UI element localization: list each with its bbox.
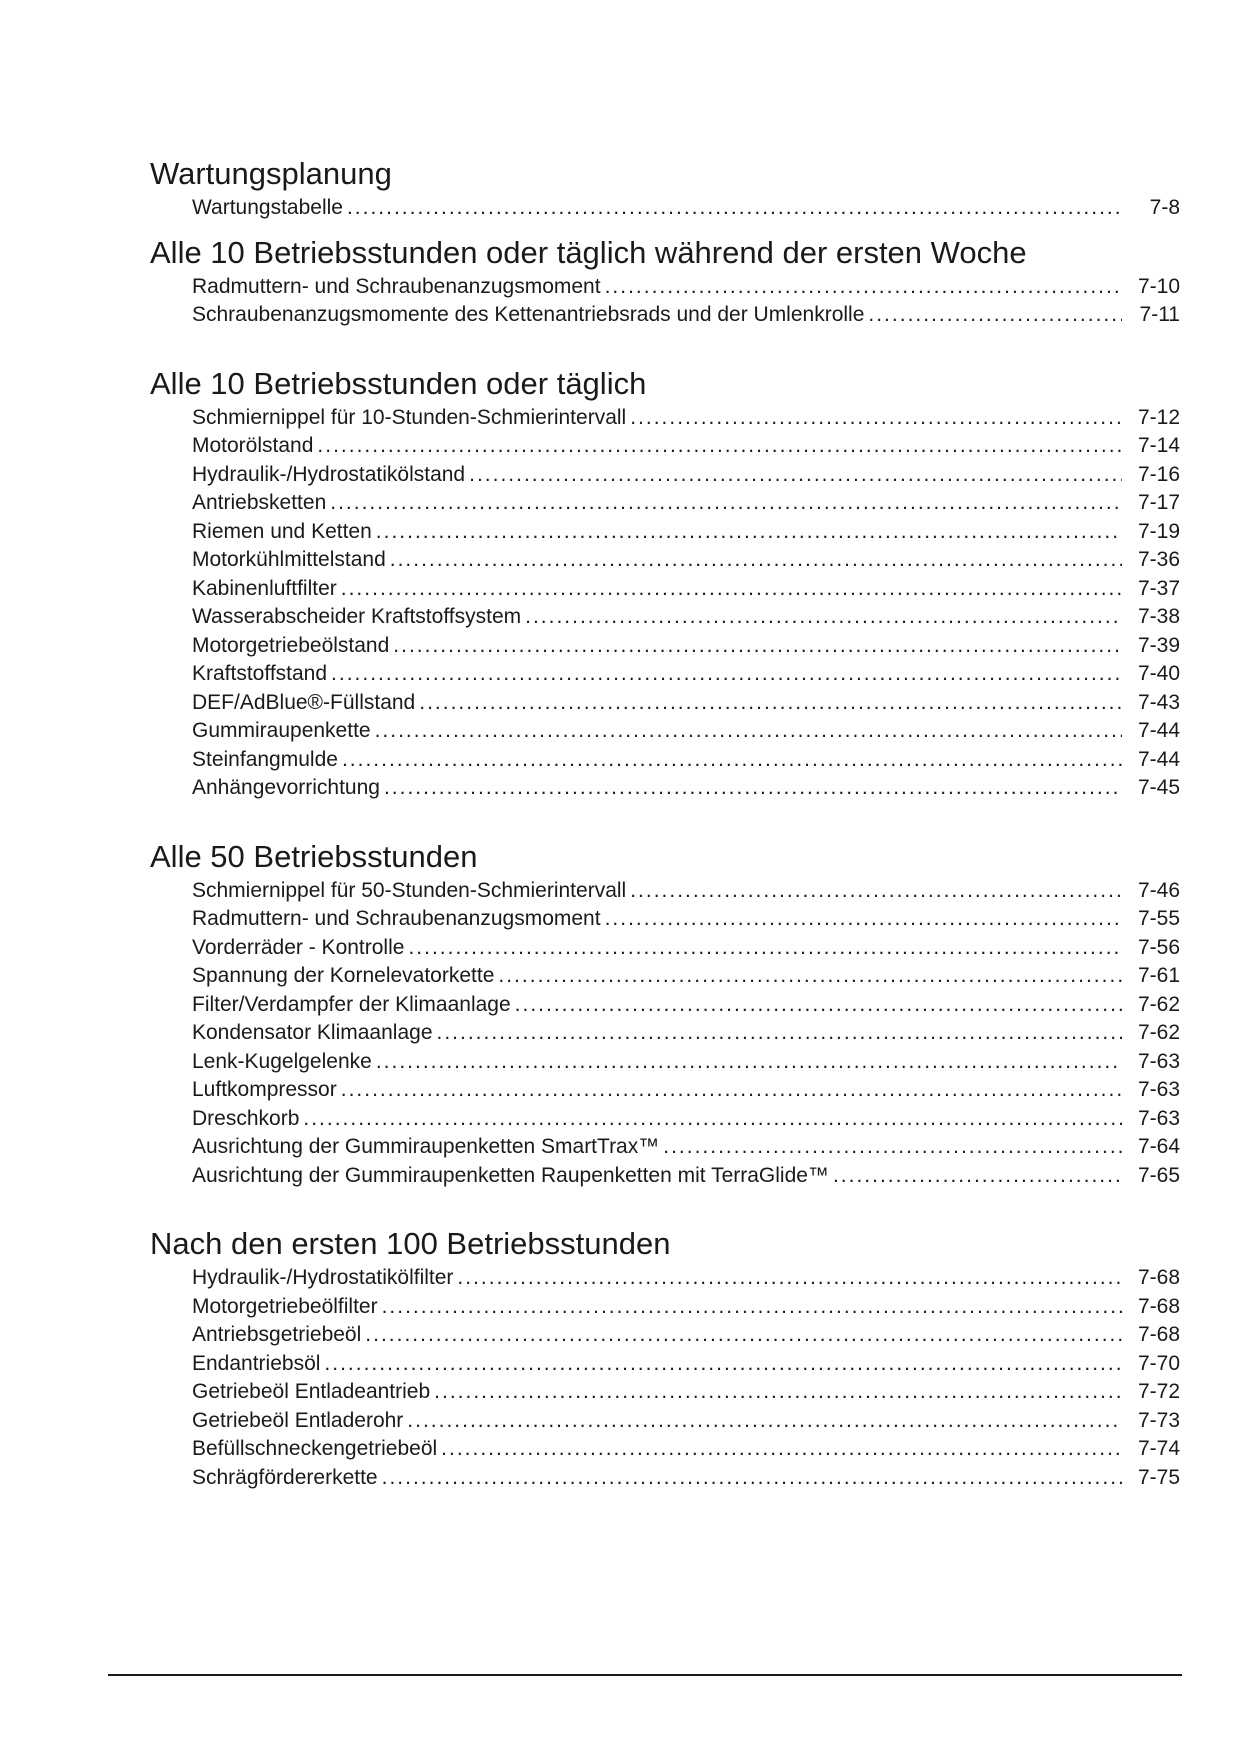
- entry-label: Anhängevorrichtung: [192, 776, 380, 799]
- entry-label: Ausrichtung der Gummiraupenketten Raupenketten mit TerraGlide™: [192, 1163, 829, 1187]
- toc-entry[interactable]: [192, 1435, 1180, 1464]
- entry-page-number: 7-8: [1149, 196, 1180, 219]
- entry-label: Motorkühlmittelstand: [192, 548, 386, 571]
- dot-leader: [384, 774, 1122, 801]
- dot-leader: [393, 632, 1122, 659]
- entry-label: Hydraulik-/Hydrostatikölfilter: [192, 1266, 454, 1289]
- dot-leader: [630, 877, 1122, 904]
- entry-page-number: 7-62: [1137, 992, 1180, 1016]
- entry-label: Hydraulik-/Hydrostatikölstand: [192, 462, 466, 486]
- toc-entry[interactable]: [192, 461, 1180, 490]
- entry-page-number: 7-73: [1137, 1408, 1180, 1432]
- dot-leader: [630, 404, 1122, 431]
- toc-section-wartungsplanung: [150, 154, 1180, 223]
- dot-leader: [605, 905, 1122, 932]
- dot-leader: [365, 1321, 1122, 1348]
- toc-entry[interactable]: [192, 404, 1180, 433]
- entry-page-number: 7-16: [1137, 462, 1180, 486]
- entry-page-number: 7-37: [1137, 576, 1180, 600]
- entry-label: Wasserabscheider Kraftstoffsystem: [192, 605, 522, 628]
- dot-leader: [441, 1435, 1122, 1462]
- toc-entry[interactable]: [192, 1133, 1180, 1162]
- toc-entry[interactable]: [192, 717, 1180, 746]
- dot-leader: [408, 934, 1122, 961]
- entry-label: Dreschkorb: [192, 1106, 300, 1130]
- toc-entry[interactable]: [192, 1264, 1180, 1293]
- toc-entry[interactable]: [192, 1076, 1180, 1105]
- dot-leader: [324, 1350, 1122, 1377]
- section-entries: [150, 404, 1180, 803]
- section-entries: [150, 877, 1180, 1191]
- entry-label: Radmuttern- und Schraubenanzugsmoment: [192, 274, 601, 298]
- dot-leader: [347, 194, 1122, 221]
- entry-page-number: 7-74: [1137, 1437, 1180, 1460]
- entry-page-number: 7-43: [1137, 690, 1180, 714]
- section-title: Alle 10 Betriebsstunden oder täglich: [150, 365, 647, 401]
- entry-label: Riemen und Ketten: [192, 519, 372, 543]
- toc-entry[interactable]: [192, 273, 1180, 302]
- footer-divider: [108, 1674, 1182, 1676]
- entry-label: Gummiraupenkette: [192, 719, 371, 742]
- entry-label: Antriebsgetriebeöl: [192, 1323, 362, 1346]
- toc-entry[interactable]: [192, 301, 1180, 330]
- entry-label: Getriebeöl Entladerohr: [192, 1408, 404, 1432]
- toc-entry[interactable]: [192, 489, 1180, 518]
- toc-entry[interactable]: [192, 518, 1180, 547]
- toc-entry[interactable]: [192, 603, 1180, 632]
- spacer: [150, 330, 1180, 364]
- entry-page-number: 7-68: [1137, 1323, 1180, 1346]
- dot-leader: [317, 432, 1122, 459]
- entry-page-number: 7-70: [1137, 1351, 1180, 1375]
- entry-page-number: 7-63: [1137, 1049, 1180, 1073]
- dot-leader: [469, 461, 1122, 488]
- entry-label: Kondensator Klimaanlage: [192, 1021, 433, 1044]
- dot-leader: [341, 1076, 1122, 1103]
- dot-leader: [342, 746, 1122, 773]
- toc-entry[interactable]: [192, 660, 1180, 689]
- entry-label: Ausrichtung der Gummiraupenketten SmartTrax™: [192, 1135, 660, 1158]
- section-entries: [150, 194, 1180, 223]
- entry-label: DEF/AdBlue®-Füllstand: [192, 690, 416, 714]
- entry-label: Steinfangmulde: [192, 747, 338, 771]
- entry-label: Lenk-Kugelgelenke: [192, 1049, 372, 1073]
- entry-page-number: 7-63: [1137, 1106, 1180, 1130]
- spacer: [150, 1190, 1180, 1224]
- entry-label: Kraftstoffstand: [192, 662, 328, 685]
- dot-leader: [515, 991, 1122, 1018]
- toc-entry[interactable]: [192, 1378, 1180, 1407]
- entry-page-number: 7-61: [1137, 964, 1180, 987]
- toc-entry[interactable]: [192, 905, 1180, 934]
- entry-page-number: 7-72: [1137, 1380, 1180, 1403]
- entry-label: Befüllschneckengetriebeöl: [192, 1437, 438, 1460]
- entry-page-number: 7-68: [1137, 1294, 1180, 1318]
- entry-label: Kabinenluftfilter: [192, 576, 337, 600]
- entry-page-number: 7-10: [1137, 274, 1180, 298]
- dot-leader: [833, 1162, 1122, 1189]
- toc-entry[interactable]: [192, 194, 1180, 223]
- entry-page-number: 7-55: [1137, 907, 1180, 930]
- entry-label: Vorderräder - Kontrolle: [192, 935, 405, 959]
- entry-label: Motorölstand: [192, 434, 314, 457]
- toc-entry[interactable]: [192, 1162, 1180, 1191]
- entry-label: Getriebeöl Entladeantrieb: [192, 1380, 431, 1403]
- entry-page-number: 7-56: [1137, 935, 1180, 959]
- dot-leader: [525, 603, 1122, 630]
- toc-entry[interactable]: [192, 991, 1180, 1020]
- toc-entry[interactable]: [192, 575, 1180, 604]
- toc-entry[interactable]: [192, 1464, 1180, 1493]
- dot-leader: [498, 962, 1122, 989]
- dot-leader: [407, 1407, 1122, 1434]
- dot-leader: [419, 689, 1122, 716]
- entry-label: Schmiernippel für 10-Stunden-Schmierintervall: [192, 405, 627, 429]
- entry-page-number: 7-46: [1137, 878, 1180, 902]
- dot-leader: [390, 546, 1122, 573]
- dot-leader: [376, 518, 1122, 545]
- entry-page-number: 7-65: [1137, 1163, 1180, 1187]
- section-entries: [150, 1264, 1180, 1492]
- toc-entry[interactable]: [192, 1350, 1180, 1379]
- entry-page-number: 7-17: [1137, 491, 1180, 514]
- entry-page-number: 7-62: [1137, 1021, 1180, 1044]
- entry-page-number: 7-11: [1139, 303, 1180, 326]
- dot-leader: [434, 1378, 1122, 1405]
- toc-entry[interactable]: [192, 1105, 1180, 1134]
- section-title: Alle 50 Betriebsstunden: [150, 838, 478, 874]
- section-title: Wartungsplanung: [150, 156, 392, 191]
- entry-page-number: 7-75: [1137, 1465, 1180, 1489]
- dot-leader: [663, 1133, 1122, 1160]
- entry-label: Wartungstabelle: [192, 196, 343, 219]
- toc-section-10-hours: [150, 364, 1180, 803]
- dot-leader: [457, 1264, 1122, 1291]
- toc-entry[interactable]: [192, 632, 1180, 661]
- dot-leader: [330, 489, 1122, 516]
- spacer: [150, 803, 1180, 837]
- toc-entry[interactable]: [192, 432, 1180, 461]
- table-of-contents: [150, 154, 1180, 1492]
- spacer: [150, 223, 1180, 233]
- entry-label: Motorgetriebeölfilter: [192, 1294, 378, 1318]
- entry-page-number: 7-68: [1137, 1266, 1180, 1289]
- dot-leader: [331, 660, 1122, 687]
- dot-leader: [376, 1048, 1122, 1075]
- entry-label: Filter/Verdampfer der Klimaanlage: [192, 992, 511, 1016]
- dot-leader: [437, 1019, 1123, 1046]
- entry-page-number: 7-44: [1137, 719, 1180, 742]
- toc-entry[interactable]: [192, 1293, 1180, 1322]
- entry-label: Spannung der Kornelevatorkette: [192, 964, 495, 987]
- entry-page-number: 7-39: [1137, 633, 1180, 657]
- toc-section-100-hours: [150, 1224, 1180, 1492]
- toc-entry[interactable]: [192, 746, 1180, 775]
- entry-page-number: 7-44: [1137, 747, 1180, 771]
- toc-entry[interactable]: [192, 1407, 1180, 1436]
- entry-page-number: 7-38: [1137, 605, 1180, 628]
- entry-page-number: 7-45: [1137, 776, 1180, 799]
- entry-label: Endantriebsöl: [192, 1351, 321, 1375]
- toc-entry[interactable]: [192, 877, 1180, 906]
- dot-leader: [341, 575, 1122, 602]
- toc-section-first-week: [150, 233, 1180, 330]
- entry-label: Motorgetriebeölstand: [192, 633, 390, 657]
- entry-label: Schraubenanzugsmomente des Kettenantriebsrads und der Umlenkrolle: [192, 303, 865, 326]
- dot-leader: [605, 273, 1122, 300]
- entry-page-number: 7-63: [1137, 1078, 1180, 1101]
- section-title: Nach den ersten 100 Betriebsstunden: [150, 1226, 671, 1261]
- toc-entry[interactable]: [192, 1019, 1180, 1048]
- entry-page-number: 7-19: [1137, 519, 1180, 543]
- entry-label: Schrägfördererkette: [192, 1465, 378, 1489]
- entry-page-number: 7-36: [1137, 548, 1180, 571]
- dot-leader: [375, 717, 1122, 744]
- dot-leader: [303, 1105, 1122, 1132]
- entry-label: Luftkompressor: [192, 1078, 337, 1101]
- entry-page-number: 7-64: [1137, 1135, 1180, 1158]
- entry-page-number: 7-14: [1137, 434, 1180, 457]
- toc-section-50-hours: [150, 837, 1180, 1191]
- section-entries: [150, 273, 1180, 330]
- entry-label: Antriebsketten: [192, 491, 327, 514]
- entry-label: Schmiernippel für 50-Stunden-Schmierintervall: [192, 878, 627, 902]
- toc-entry[interactable]: [192, 1321, 1180, 1350]
- entry-page-number: 7-40: [1137, 662, 1180, 685]
- toc-entry[interactable]: [192, 546, 1180, 575]
- dot-leader: [382, 1293, 1122, 1320]
- entry-page-number: 7-12: [1137, 405, 1180, 429]
- section-title: Alle 10 Betriebsstunden oder täglich während der ersten Woche: [150, 234, 1027, 270]
- toc-entry[interactable]: [192, 1048, 1180, 1077]
- toc-entry[interactable]: [192, 962, 1180, 991]
- entry-label: Radmuttern- und Schraubenanzugsmoment: [192, 907, 601, 930]
- toc-entry[interactable]: [192, 689, 1180, 718]
- toc-entry[interactable]: [192, 934, 1180, 963]
- toc-entry[interactable]: [192, 774, 1180, 803]
- dot-leader: [868, 301, 1122, 328]
- dot-leader: [382, 1464, 1122, 1491]
